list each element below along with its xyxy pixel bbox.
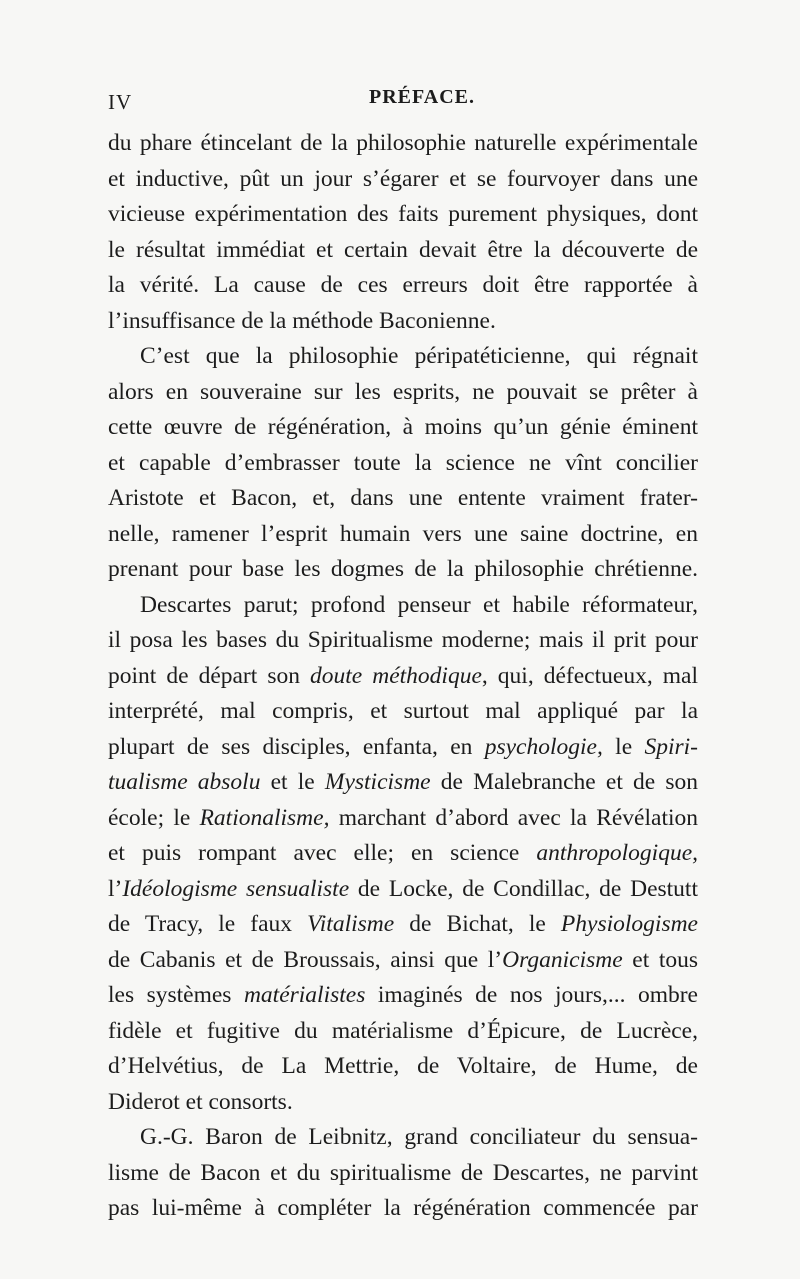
- text-run: de Tracy, le faux: [108, 911, 308, 937]
- text-line: [108, 801, 698, 837]
- text-line: [108, 304, 698, 340]
- text-run: et inductive, pût un jour s’égarer et se fourvoyer dans une: [108, 165, 698, 192]
- text-run: marchant d’abord avec la Révélation: [329, 804, 699, 831]
- italic-term: Physiologisme: [560, 911, 698, 937]
- page-header: [108, 86, 696, 116]
- text-line: [108, 481, 698, 517]
- text-line: [108, 943, 698, 979]
- text-run: la vérité. La cause de ces erreurs doit être rapportée à: [108, 272, 698, 298]
- text-line: [108, 694, 698, 730]
- text-run: nelle, ramener l’esprit humain vers une saine doctrine, en: [108, 520, 698, 547]
- italic-term: psychologie,: [484, 733, 603, 760]
- text-line: [108, 552, 698, 588]
- text-line: [108, 1049, 698, 1085]
- text-run: cette œuvre de régénération, à moins qu’un génie éminent: [108, 414, 698, 440]
- text-line: [108, 126, 698, 162]
- running-title: PRÉFACE.: [369, 86, 475, 108]
- text-line: [108, 339, 698, 375]
- text-run: pas lui-même à compléter la régénération commencée par: [108, 1195, 698, 1221]
- italic-term: anthropologique,: [536, 840, 698, 866]
- text-run: Diderot et consorts.: [108, 1088, 293, 1115]
- text-run: , qui, défectueux, mal: [481, 662, 698, 689]
- text-run: de Malebranche et de son: [430, 769, 699, 795]
- text-line: [108, 197, 698, 233]
- italic-term: Spiri-: [644, 733, 698, 760]
- text-line: [108, 1085, 698, 1121]
- text-run: le résultat immédiat et certain devait être la découverte de: [108, 236, 698, 263]
- italic-term: Vitalisme: [307, 911, 395, 937]
- text-run: prenant pour base les dogmes de la philosophie chrétienne.: [108, 556, 698, 582]
- text-run: et capable d’embrasser toute la science ne vînt concilier: [108, 449, 698, 476]
- text-run: plupart de ses disciples, enfanta, en: [108, 733, 485, 760]
- text-run: le: [602, 733, 645, 760]
- text-run: et puis rompant avec elle; en science: [108, 840, 537, 866]
- italic-term: Mysticisme: [324, 769, 431, 795]
- page-number: IV: [108, 90, 133, 114]
- body-text: [108, 126, 698, 1227]
- text-line: [108, 162, 698, 198]
- text-run: il posa les bases du Spiritualisme moderne; mais il prit pour: [108, 627, 698, 653]
- text-run: les systèmes: [108, 982, 244, 1008]
- text-run: l’: [108, 875, 123, 902]
- text-run: point de départ son: [108, 662, 310, 689]
- text-line: [108, 1014, 698, 1050]
- text-run: et tous: [622, 946, 698, 973]
- italic-term: Idéologisme sensualiste: [122, 875, 350, 902]
- text-run: Aristote et Bacon, et, dans une entente vraiment frater-: [108, 485, 698, 511]
- text-run: l’insuffisance de la méthode Baconienne.: [108, 307, 496, 334]
- text-run: vicieuse expérimentation des faits purement physiques, dont: [108, 201, 698, 227]
- text-line: [108, 517, 698, 553]
- text-line: [108, 268, 698, 304]
- text-line: [108, 375, 698, 411]
- text-run: interprété, mal compris, et surtout mal appliqué par la: [108, 698, 698, 724]
- text-run: d’Helvétius, de La Mettrie, de Voltaire, de Hume, de: [108, 1053, 698, 1079]
- italic-term: Rationalisme,: [199, 804, 330, 831]
- text-run: de Cabanis et de Broussais, ainsi que l’: [108, 946, 503, 973]
- text-run: C’est que la philosophie péripatéticienne, qui régnait: [140, 343, 698, 369]
- text-line: [108, 1120, 698, 1156]
- text-line: [108, 978, 698, 1014]
- text-run: du phare étincelant de la philosophie naturelle expérimentale: [108, 130, 698, 156]
- italic-term: Organicisme: [502, 946, 623, 973]
- text-run: alors en souveraine sur les esprits, ne pouvait se prêter à: [108, 378, 698, 405]
- text-line: [108, 588, 698, 624]
- text-line: [108, 836, 698, 872]
- text-run: imaginés de nos jours,... ombre: [365, 982, 698, 1008]
- text-run: et le: [260, 769, 325, 795]
- text-line: [108, 410, 698, 446]
- text-line: [108, 730, 698, 766]
- text-line: [108, 907, 698, 943]
- italic-term: doute méthodique: [310, 662, 482, 689]
- text-line: [108, 623, 698, 659]
- italic-term: tualisme absolu: [108, 769, 261, 795]
- text-run: de Bichat, le: [394, 911, 561, 937]
- text-run: fidèle et fugitive du matérialisme d’Épicure, de Lucrèce,: [108, 1017, 698, 1044]
- text-run: Descartes parut; profond penseur et habile réformateur,: [140, 591, 698, 618]
- text-run: de Locke, de Condillac, de Destutt: [349, 875, 698, 902]
- text-line: [108, 765, 698, 801]
- text-line: [108, 233, 698, 269]
- text-line: [108, 872, 698, 908]
- text-line: [108, 659, 698, 695]
- text-run: G.-G. Baron de Leibnitz, grand conciliateur du sensua-: [140, 1124, 698, 1150]
- text-line: [108, 1156, 698, 1192]
- text-line: [108, 1191, 698, 1227]
- text-run: école; le: [108, 804, 200, 831]
- italic-term: matérialistes: [243, 982, 366, 1008]
- text-line: [108, 446, 698, 482]
- text-run: lisme de Bacon et du spiritualisme de Descartes, ne parvint: [108, 1159, 698, 1186]
